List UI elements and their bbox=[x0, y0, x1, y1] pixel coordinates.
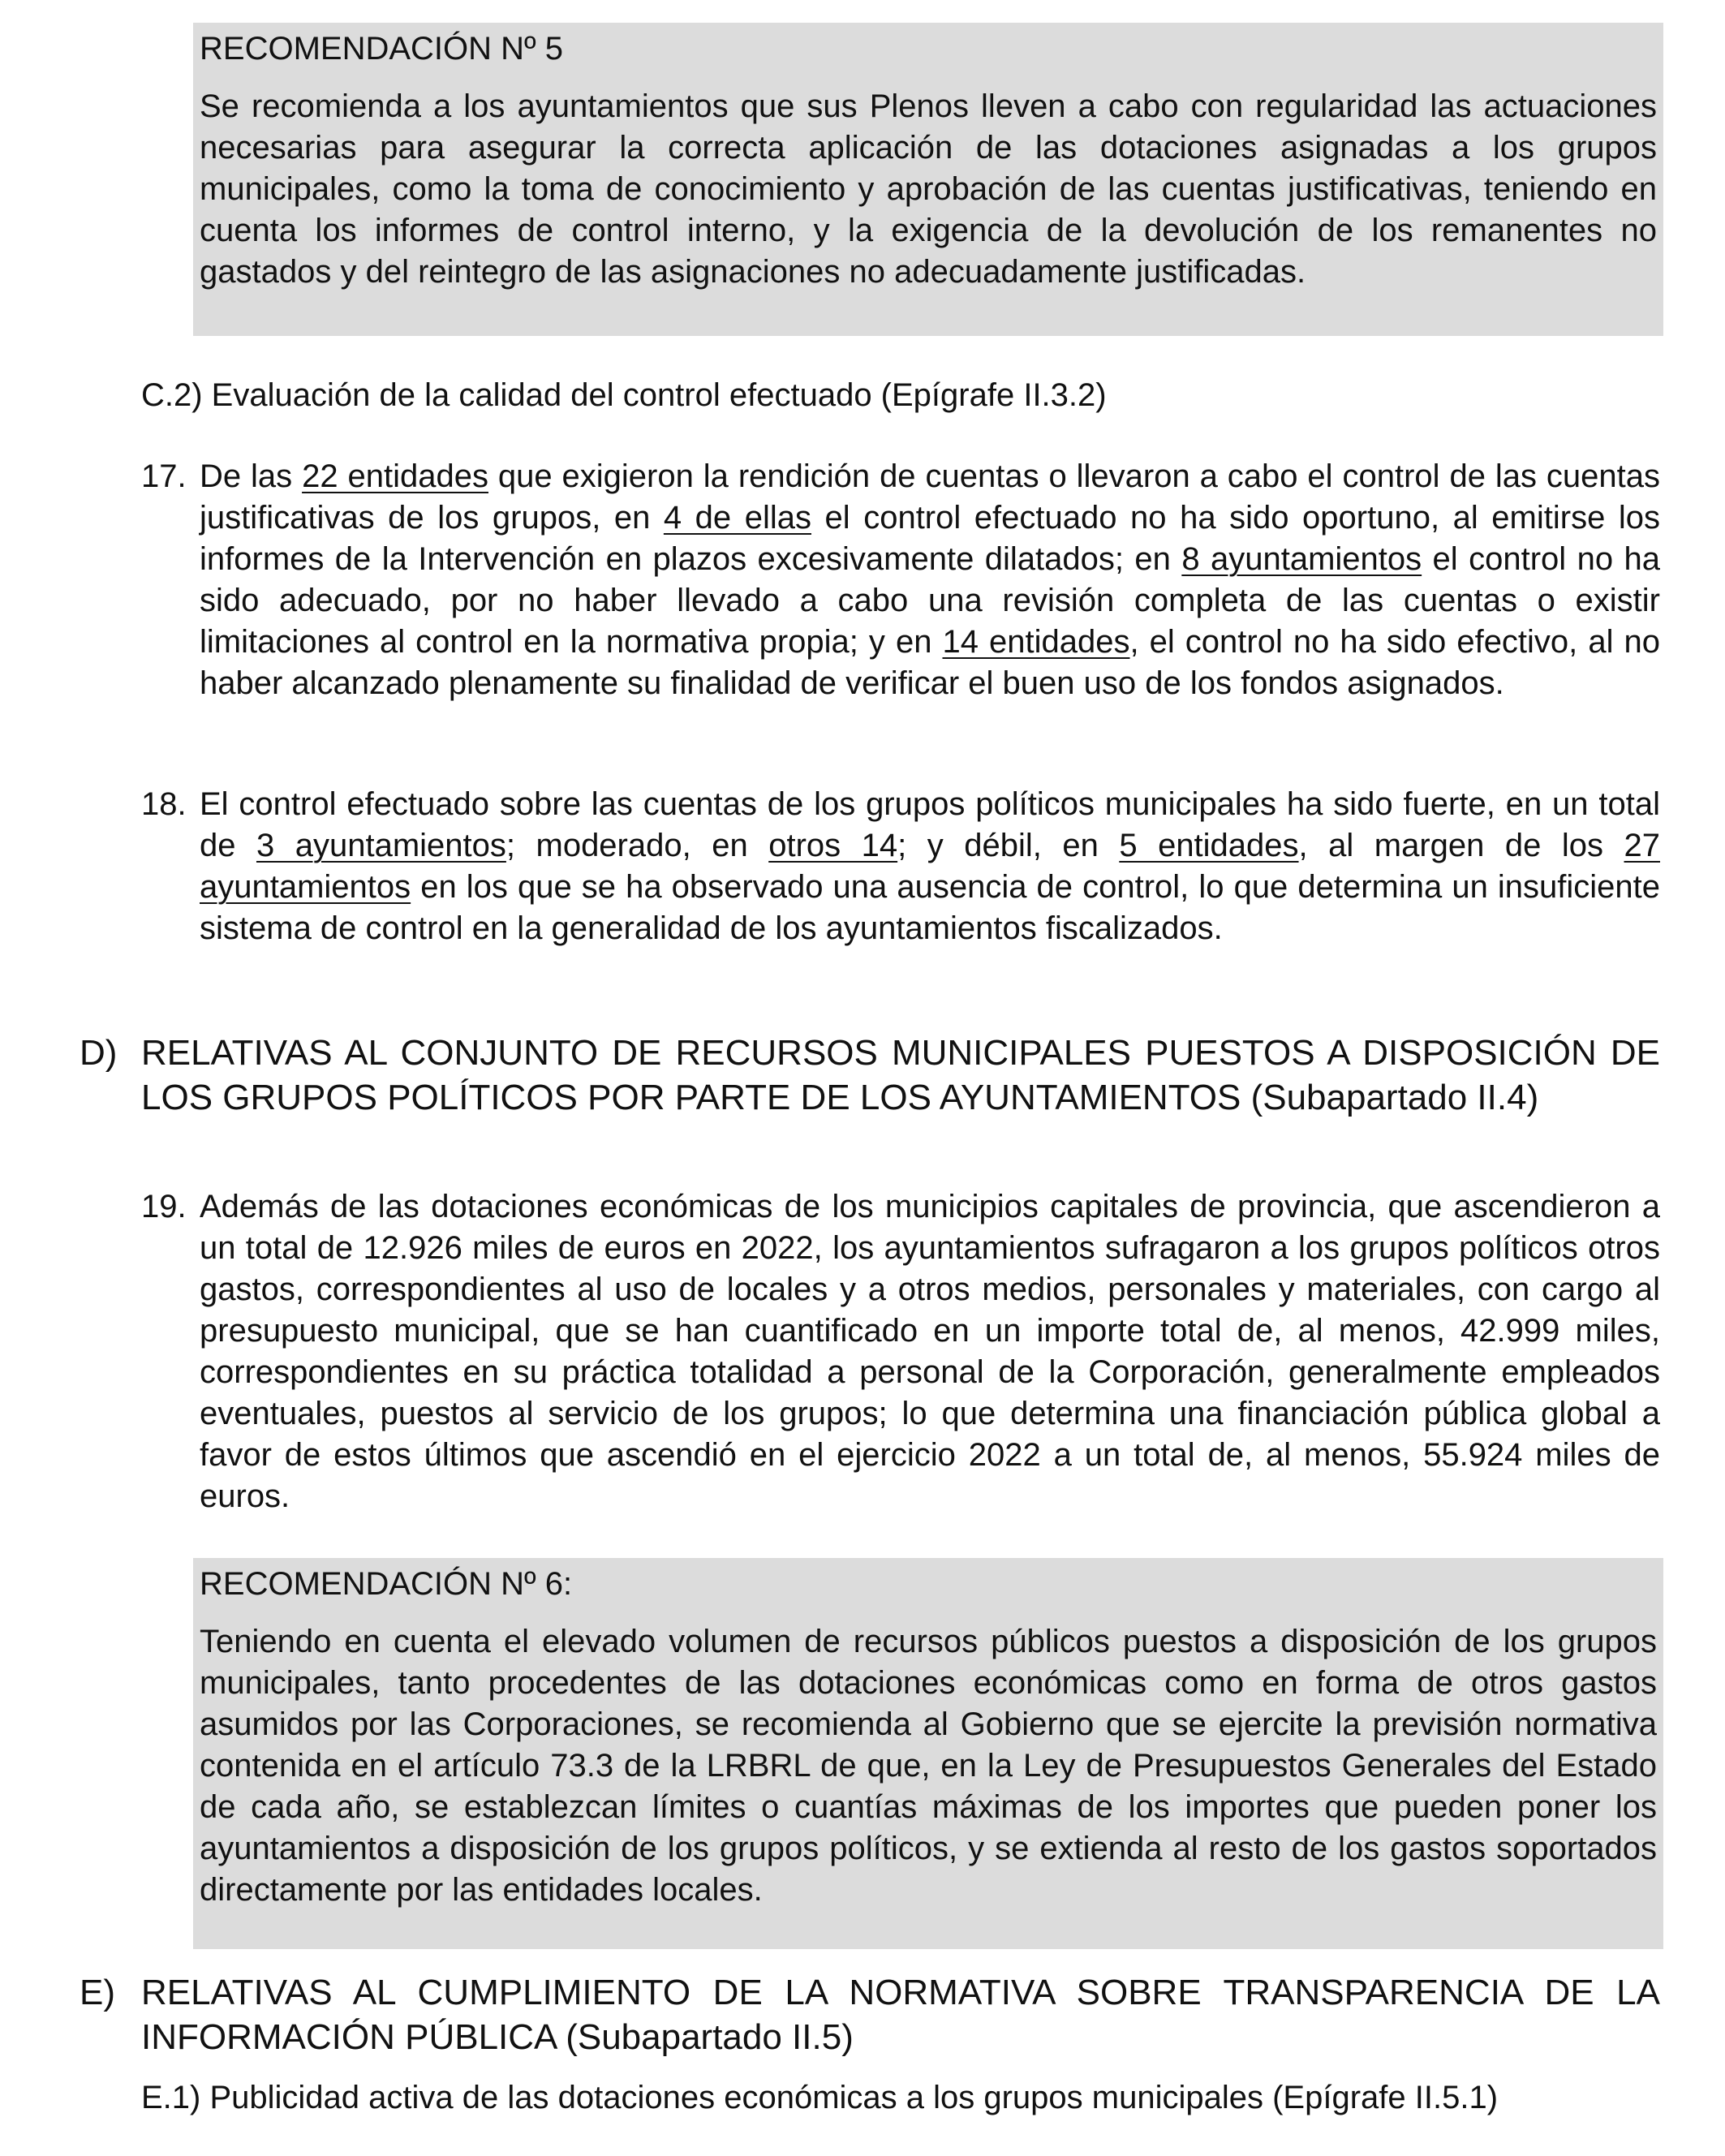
section-e-heading bbox=[80, 1970, 1660, 2059]
paragraph-18-text: El control efectuado sobre las cuentas de los grupos políticos municipales ha sido fuerte, en un total de 3 ayuntamientos; moderado, en otros 14; y débil, en 5 entidades, al margen de los 27 ayuntamientos en los que se ha observado una ausencia de control, lo que determina un insuficiente sistema de control en la generalidad de los ayuntamientos fiscalizados. bbox=[200, 786, 1661, 946]
paragraph-18 bbox=[141, 784, 1660, 949]
paragraph-18-number: 18. bbox=[141, 786, 187, 822]
underlined-figure: 5 entidades bbox=[1119, 828, 1299, 863]
paragraph-17 bbox=[141, 456, 1660, 704]
subsection-e1-heading: E.1) Publicidad activa de las dotaciones económicas a los grupos municipales (Epígrafe II.5.1) bbox=[141, 2080, 1499, 2115]
recommendation-5-box bbox=[193, 23, 1663, 336]
paragraph-17-number: 17. bbox=[141, 458, 187, 494]
section-e-title: RELATIVAS AL CUMPLIMIENTO DE LA NORMATIVA SOBRE TRANSPARENCIA DE LA INFORMACIÓN PÚBLICA (Subapartado II.5) bbox=[141, 1973, 1660, 2057]
recommendation-5-body: Se recomienda a los ayuntamientos que sus Plenos lleven a cabo con regularidad las actuaciones necesarias para asegurar la correcta aplicación de las dotaciones asignadas a los grupos municipales, como la toma de conocimiento y aprobación de las cuentas justificativas, teniendo en cuenta los informes de control interno, y la exigencia de la devolución de los remanentes no gastados y del reintegro de las asignaciones no adecuadamente justificadas. bbox=[200, 88, 1657, 290]
paragraph-19 bbox=[141, 1186, 1660, 1517]
underlined-figure: 22 entidades bbox=[302, 458, 488, 494]
recommendation-6-body: Teniendo en cuenta el elevado volumen de recursos públicos puestos a disposición de los grupos municipales, tanto procedentes de las dotaciones económicas como en forma de otros gastos asumidos por las Corporaciones, se recomienda al Gobierno que se ejercite la previsión normativa contenida en el artículo 73.3 de la LRBRL de que, en la Ley de Presupuestos Generales del Estado de cada año, se establezcan límites o cuantías máximas de los importes que pueden poner los ayuntamientos a disposición de los grupos políticos, y se extienda al resto de los gastos soportados directamente por las entidades locales. bbox=[200, 1624, 1657, 1908]
paragraph-17-text: De las 22 entidades que exigieron la rendición de cuentas o llevaron a cabo el control de las cuentas justificativas de los grupos, en 4 de ellas el control efectuado no ha sido oportuno, al emitirse los informes de la Intervención en plazos excesivamente dilatados; en 8 ayuntamientos el control no ha sido adecuado, por no haber llevado a cabo una revisión completa de las cuentas o existir limitaciones al control en la normativa propia; y en 14 entidades, el control no ha sido efectivo, al no haber alcanzado plenamente su finalidad de verificar el buen uso de los fondos asignados. bbox=[200, 458, 1660, 701]
underlined-figure: otros 14 bbox=[768, 828, 898, 863]
underlined-figure: 14 entidades bbox=[942, 624, 1130, 660]
underlined-figure: 8 ayuntamientos bbox=[1181, 541, 1422, 577]
recommendation-6-title: RECOMENDACIÓN Nº 6: bbox=[200, 1566, 573, 1602]
underlined-figure: 3 ayuntamientos bbox=[256, 828, 506, 863]
paragraph-19-number: 19. bbox=[141, 1189, 187, 1224]
section-d-title: RELATIVAS AL CONJUNTO DE RECURSOS MUNICIPALES PUESTOS A DISPOSICIÓN DE LOS GRUPOS POLÍTICOS POR PARTE DE LOS AYUNTAMIENTOS (Subapartado II.4) bbox=[141, 1033, 1660, 1117]
section-d-letter: D) bbox=[80, 1033, 118, 1073]
recommendation-5-title: RECOMENDACIÓN Nº 5 bbox=[200, 31, 563, 67]
subsection-c2-heading: C.2) Evaluación de la calidad del control efectuado (Epígrafe II.3.2) bbox=[141, 377, 1107, 413]
paragraph-19-text: Además de las dotaciones económicas de los municipios capitales de provincia, que ascendieron a un total de 12.926 miles de euros en 2022, los ayuntamientos sufragaron a los grupos políticos otros gastos, correspondientes al uso de locales y a otros medios, personales y materiales, con cargo al presupuesto municipal, que se han cuantificado en un importe total de, al menos, 42.999 miles, correspondientes en su práctica totalidad a personal de la Corporación, generalmente empleados eventuales, puestos al servicio de los grupos; lo que determina una financiación pública global a favor de estos últimos que ascendió en el ejercicio 2022 a un total de, al menos, 55.924 miles de euros. bbox=[200, 1189, 1660, 1514]
section-e-letter: E) bbox=[80, 1973, 115, 2012]
recommendation-6-box bbox=[193, 1558, 1663, 1949]
underlined-figure: 4 de ellas bbox=[663, 500, 811, 536]
section-d-heading bbox=[80, 1031, 1660, 1120]
underlined-figure: 27 ayuntamientos bbox=[200, 828, 1661, 905]
